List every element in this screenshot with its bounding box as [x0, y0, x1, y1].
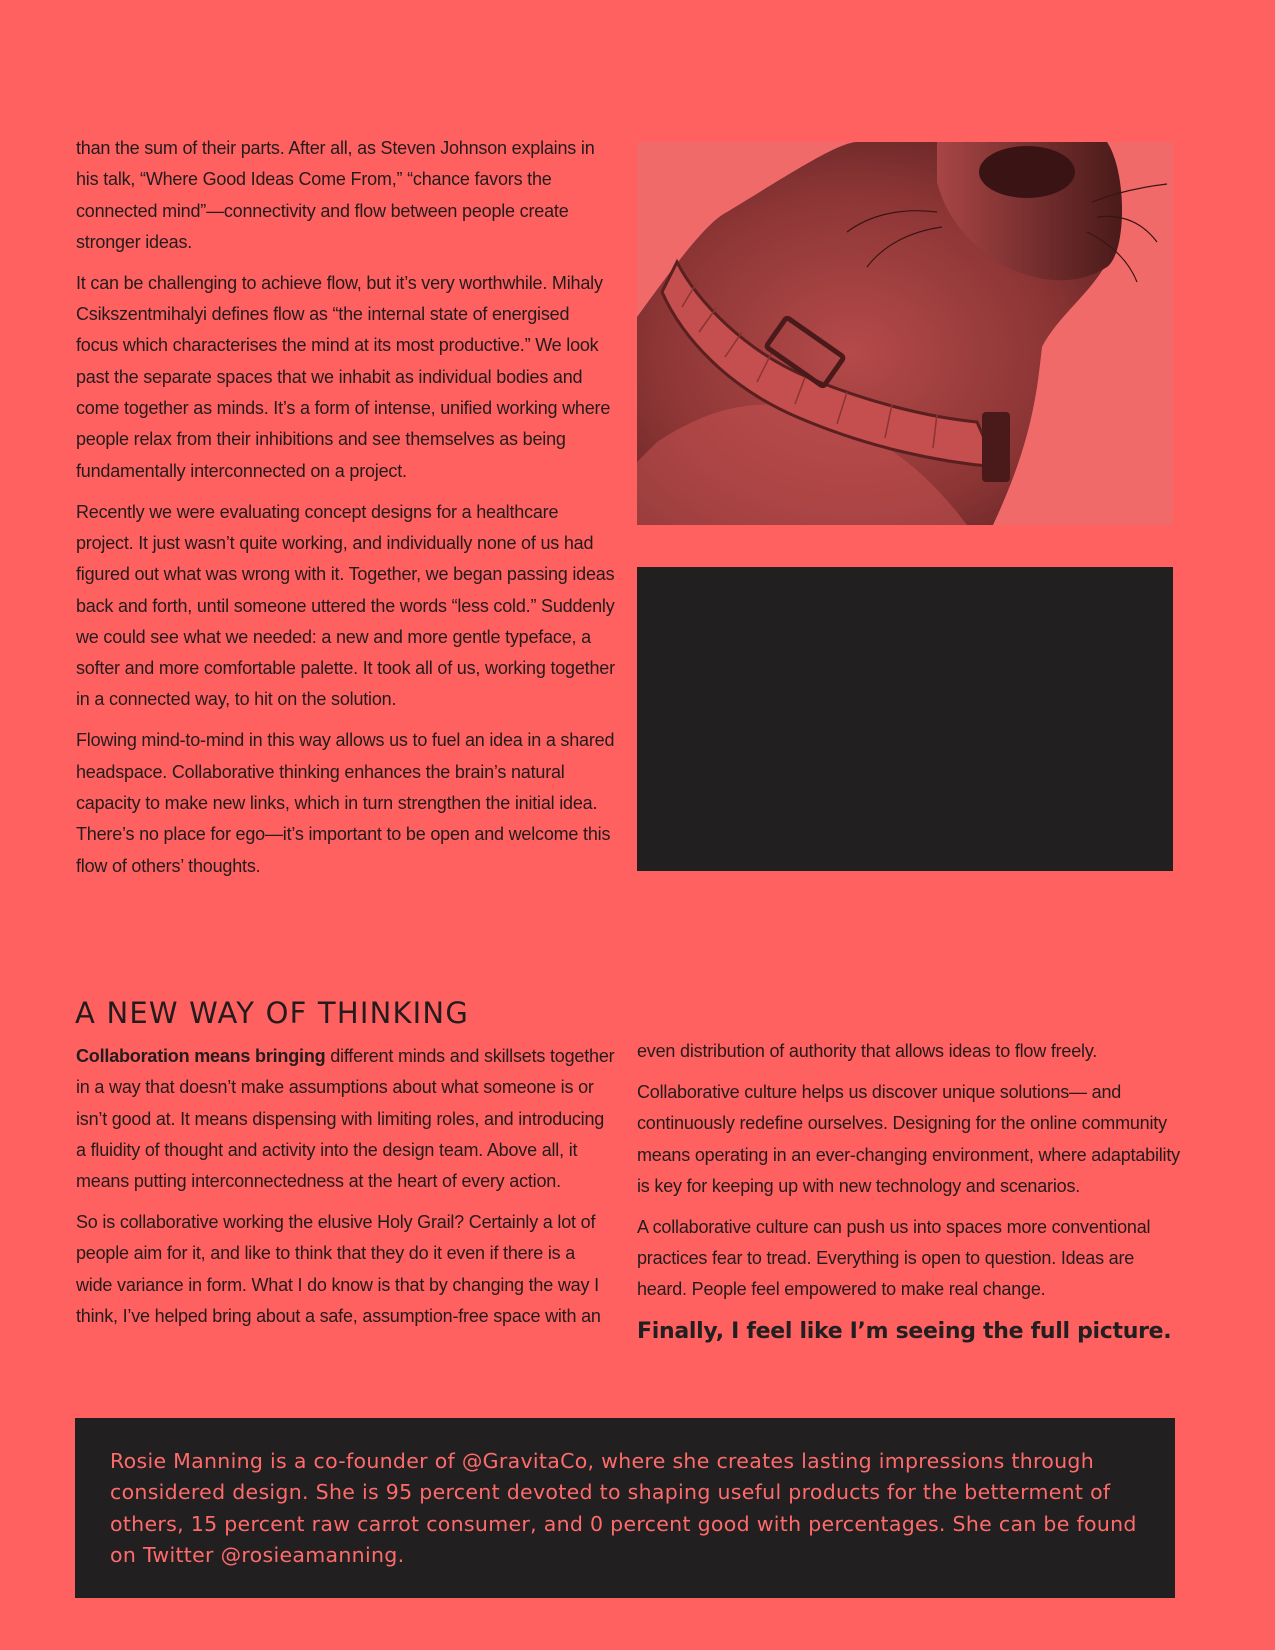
body-paragraph: Recently we were evaluating concept designs for a healthcare project. It just wasn’t quite working, and individually none of us had figured out what was wrong with it. Together, we began passing ideas back and forth, until someone uttered the words “less cold.” Suddenly we could see what we needed: a new and more gentle typeface, a softer and more comfortable palette. It took all of us, working together in a connected way, to hit on the solution.	[76, 501, 615, 710]
article-column-bottom-right	[637, 1036, 1182, 1359]
author-bio-box	[75, 1418, 1175, 1598]
dark-image-placeholder	[637, 567, 1173, 871]
body-paragraph: It can be challenging to achieve flow, but it’s very worthwhile. Mihaly Csikszentmihalyi defines flow as “the internal state of energised focus which characterises the mind at its most productive.” We look past the separate spaces that we inhabit as individual bodies and come together as minds. It’s a form of intense, unified working where people relax from their inhibitions and see themselves as being fundamentally interconnected on a project.	[76, 272, 611, 481]
author-bio-text: Rosie Manning is a co-founder of @GravitaCo, where she creates lasting impressions through considered design. She is 95 percent devoted to shaping useful products for the betterment of others, 15 percent raw carrot consumer, and 0 percent good with percentages. She can be found on Twitter @rosieamanning.	[110, 1449, 1137, 1567]
pull-quote: Finally, I feel like I’m seeing the full picture.	[637, 1319, 1172, 1345]
section-heading: A NEW WAY OF THINKING	[75, 996, 470, 1030]
lead-in-rest: different minds and skillsets together in a way that doesn’t make assumptions about what someone is or isn’t good at. It means dispensing with limiting roles, and introducing a fluidity of thought and activity into the design team. Above all, it means putting interconnectedness at the heart of every action.	[76, 1046, 615, 1192]
body-paragraph: than the sum of their parts. After all, as Steven Johnson explains in his talk, “Where Good Ideas Come From,” “chance favors the connected mind”—connectivity and flow between people create stronger ideas.	[76, 138, 595, 252]
body-paragraph: Flowing mind-to-mind in this way allows us to fuel an idea in a shared headspace. Collaborative thinking enhances the brain’s natural capacity to make new links, which in turn strengthen the initial idea. There’s no place for ego—it’s important to be open and welcome this flow of others’ thoughts.	[76, 730, 615, 876]
article-column-top-left	[76, 133, 616, 892]
body-paragraph: So is collaborative working the elusive Holy Grail? Certainly a lot of people aim for it, and like to think that they do it even if there is a wide variance in form. What I do know is that by changing the way I think, I’ve helped bring about a safe, assumption-free space with an	[76, 1212, 601, 1327]
body-paragraph: Collaborative culture helps us discover unique solutions— and continuously redefine ourselves. Designing for the online community means operating in an ever-changing environment, where adaptability is key for keeping up with new technology and scenarios.	[637, 1081, 1180, 1196]
dog-photo	[637, 142, 1173, 525]
body-paragraph	[76, 1041, 616, 1197]
lead-in-bold: Collaboration means bringing	[76, 1046, 326, 1066]
dog-with-collar-icon	[637, 142, 1173, 525]
article-column-bottom-left	[76, 1041, 616, 1342]
body-paragraph: A collaborative culture can push us into spaces more conventional practices fear to tread. Everything is open to question. Ideas are heard. People feel empowered to make real change.	[637, 1216, 1151, 1300]
body-paragraph: even distribution of authority that allows ideas to flow freely.	[637, 1041, 1098, 1061]
